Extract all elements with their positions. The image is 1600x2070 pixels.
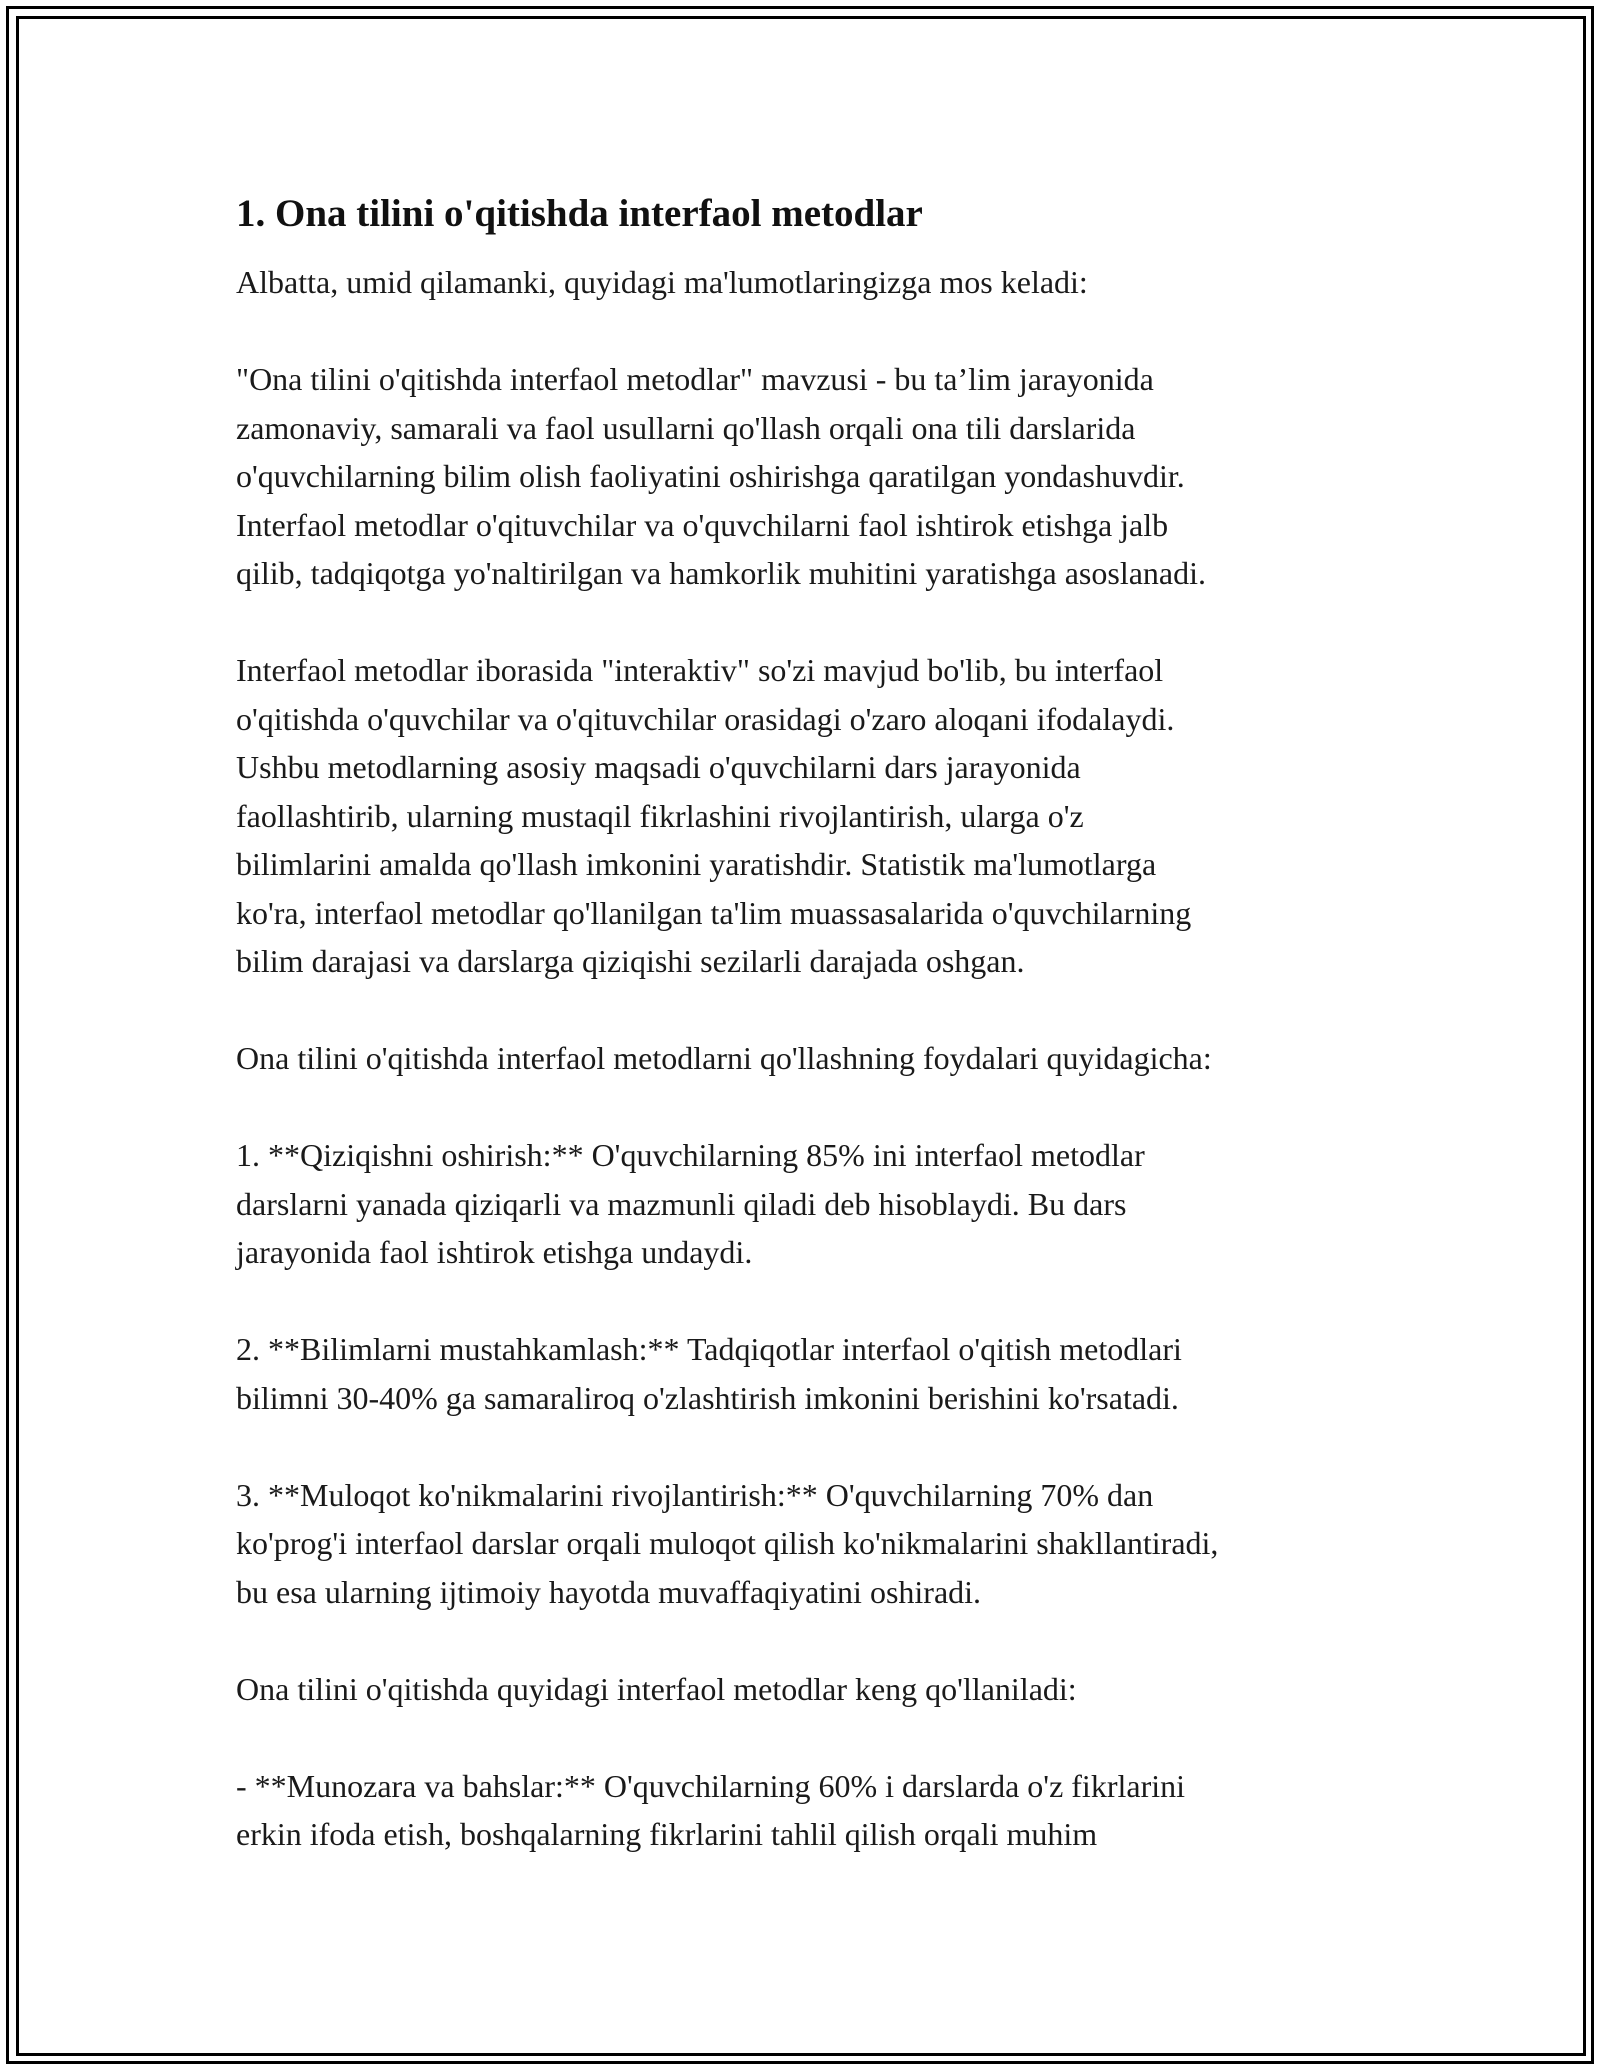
benefit-item-interest: 1. **Qiziqishni oshirish:** O'quvchilarning 85% ini interfaol metodlar darslarni yanada qiziqarli va mazmunli qiladi deb hisoblaydi. Bu dars jarayonida faol ishtirok etishga undaydi. xyxy=(236,1137,1145,1270)
topic-definition-paragraph: "Ona tilini o'qitishda interfaol metodlar" mavzusi - bu ta’lim jarayonida zamonaviy, samarali va faol usullarni qo'llash orqali ona tili darslarida o'quvchilarning bilim olish faoliyatini oshirishga qaratilgan yondashuvdir. Interfaol metodlar o'qituvchilar va o'quvchilarni faol ishtirok etishga jalb qilib, tadqiqotga yo'naltirilgan va hamkorlik muhitini yaratishga asoslanadi. xyxy=(236,361,1207,591)
benefit-item-communication: 3. **Muloqot ko'nikmalarini rivojlantirish:** O'quvchilarning 70% dan ko'prog'i interfaol darslar orqali muloqot qilish ko'nikmalarini shakllantiradi, bu esa ularning ijtimoiy hayotda muvaffaqiyatini oshiradi. xyxy=(236,1476,1219,1610)
benefit-item-knowledge: 2. **Bilimlarni mustahkamlash:** Tadqiqotlar interfaol o'qitish metodlari bilimni 30-40% ga samaraliroq o'zlashtirish imkonini berishini ko'rsatadi. xyxy=(236,1331,1182,1416)
method-item-discussion: - **Munozara va bahslar:** O'quvchilarning 60% i darslarda o'z fikrlarini erkin ifoda etish, boshqalarning fikrlarini tahlil qilish orqali muhim xyxy=(236,1767,1185,1852)
document-body xyxy=(236,186,1386,1859)
page-title: 1. Ona tilini o'qitishda interfaol metodlar xyxy=(236,192,923,235)
intro-paragraph: Albatta, umid qilamanki, quyidagi ma'lumotlaringizga mos keladi: xyxy=(236,264,1088,300)
methods-intro-paragraph: Ona tilini o'qitishda quyidagi interfaol metodlar keng qo'llaniladi: xyxy=(236,1670,1077,1707)
interactive-term-paragraph: Interfaol metodlar iborasida "interaktiv" so'zi mavjud bo'lib, bu interfaol o'qitishda o'quvchilar va o'qituvchilar orasidagi o'zaro aloqani ifodalaydi. Ushbu metodlarning asosiy maqsadi o'quvchilarni dars jarayonida faollashtirib, ularning mustaqil fikrlashini rivojlantirish, ularga o'z bilimlarini amalda qo'llash imkonini yaratishdir. Statistik ma'lumotlarga ko'ra, interfaol metodlar qo'llanilgan ta'lim muassasalarida o'quvchilarning bilim darajasi va darslarga qiziqishi sezilarli darajada oshgan. xyxy=(236,652,1192,979)
benefits-intro-paragraph: Ona tilini o'qitishda interfaol metodlarni qo'llashning foydalari quyidagicha: xyxy=(236,1040,1212,1076)
